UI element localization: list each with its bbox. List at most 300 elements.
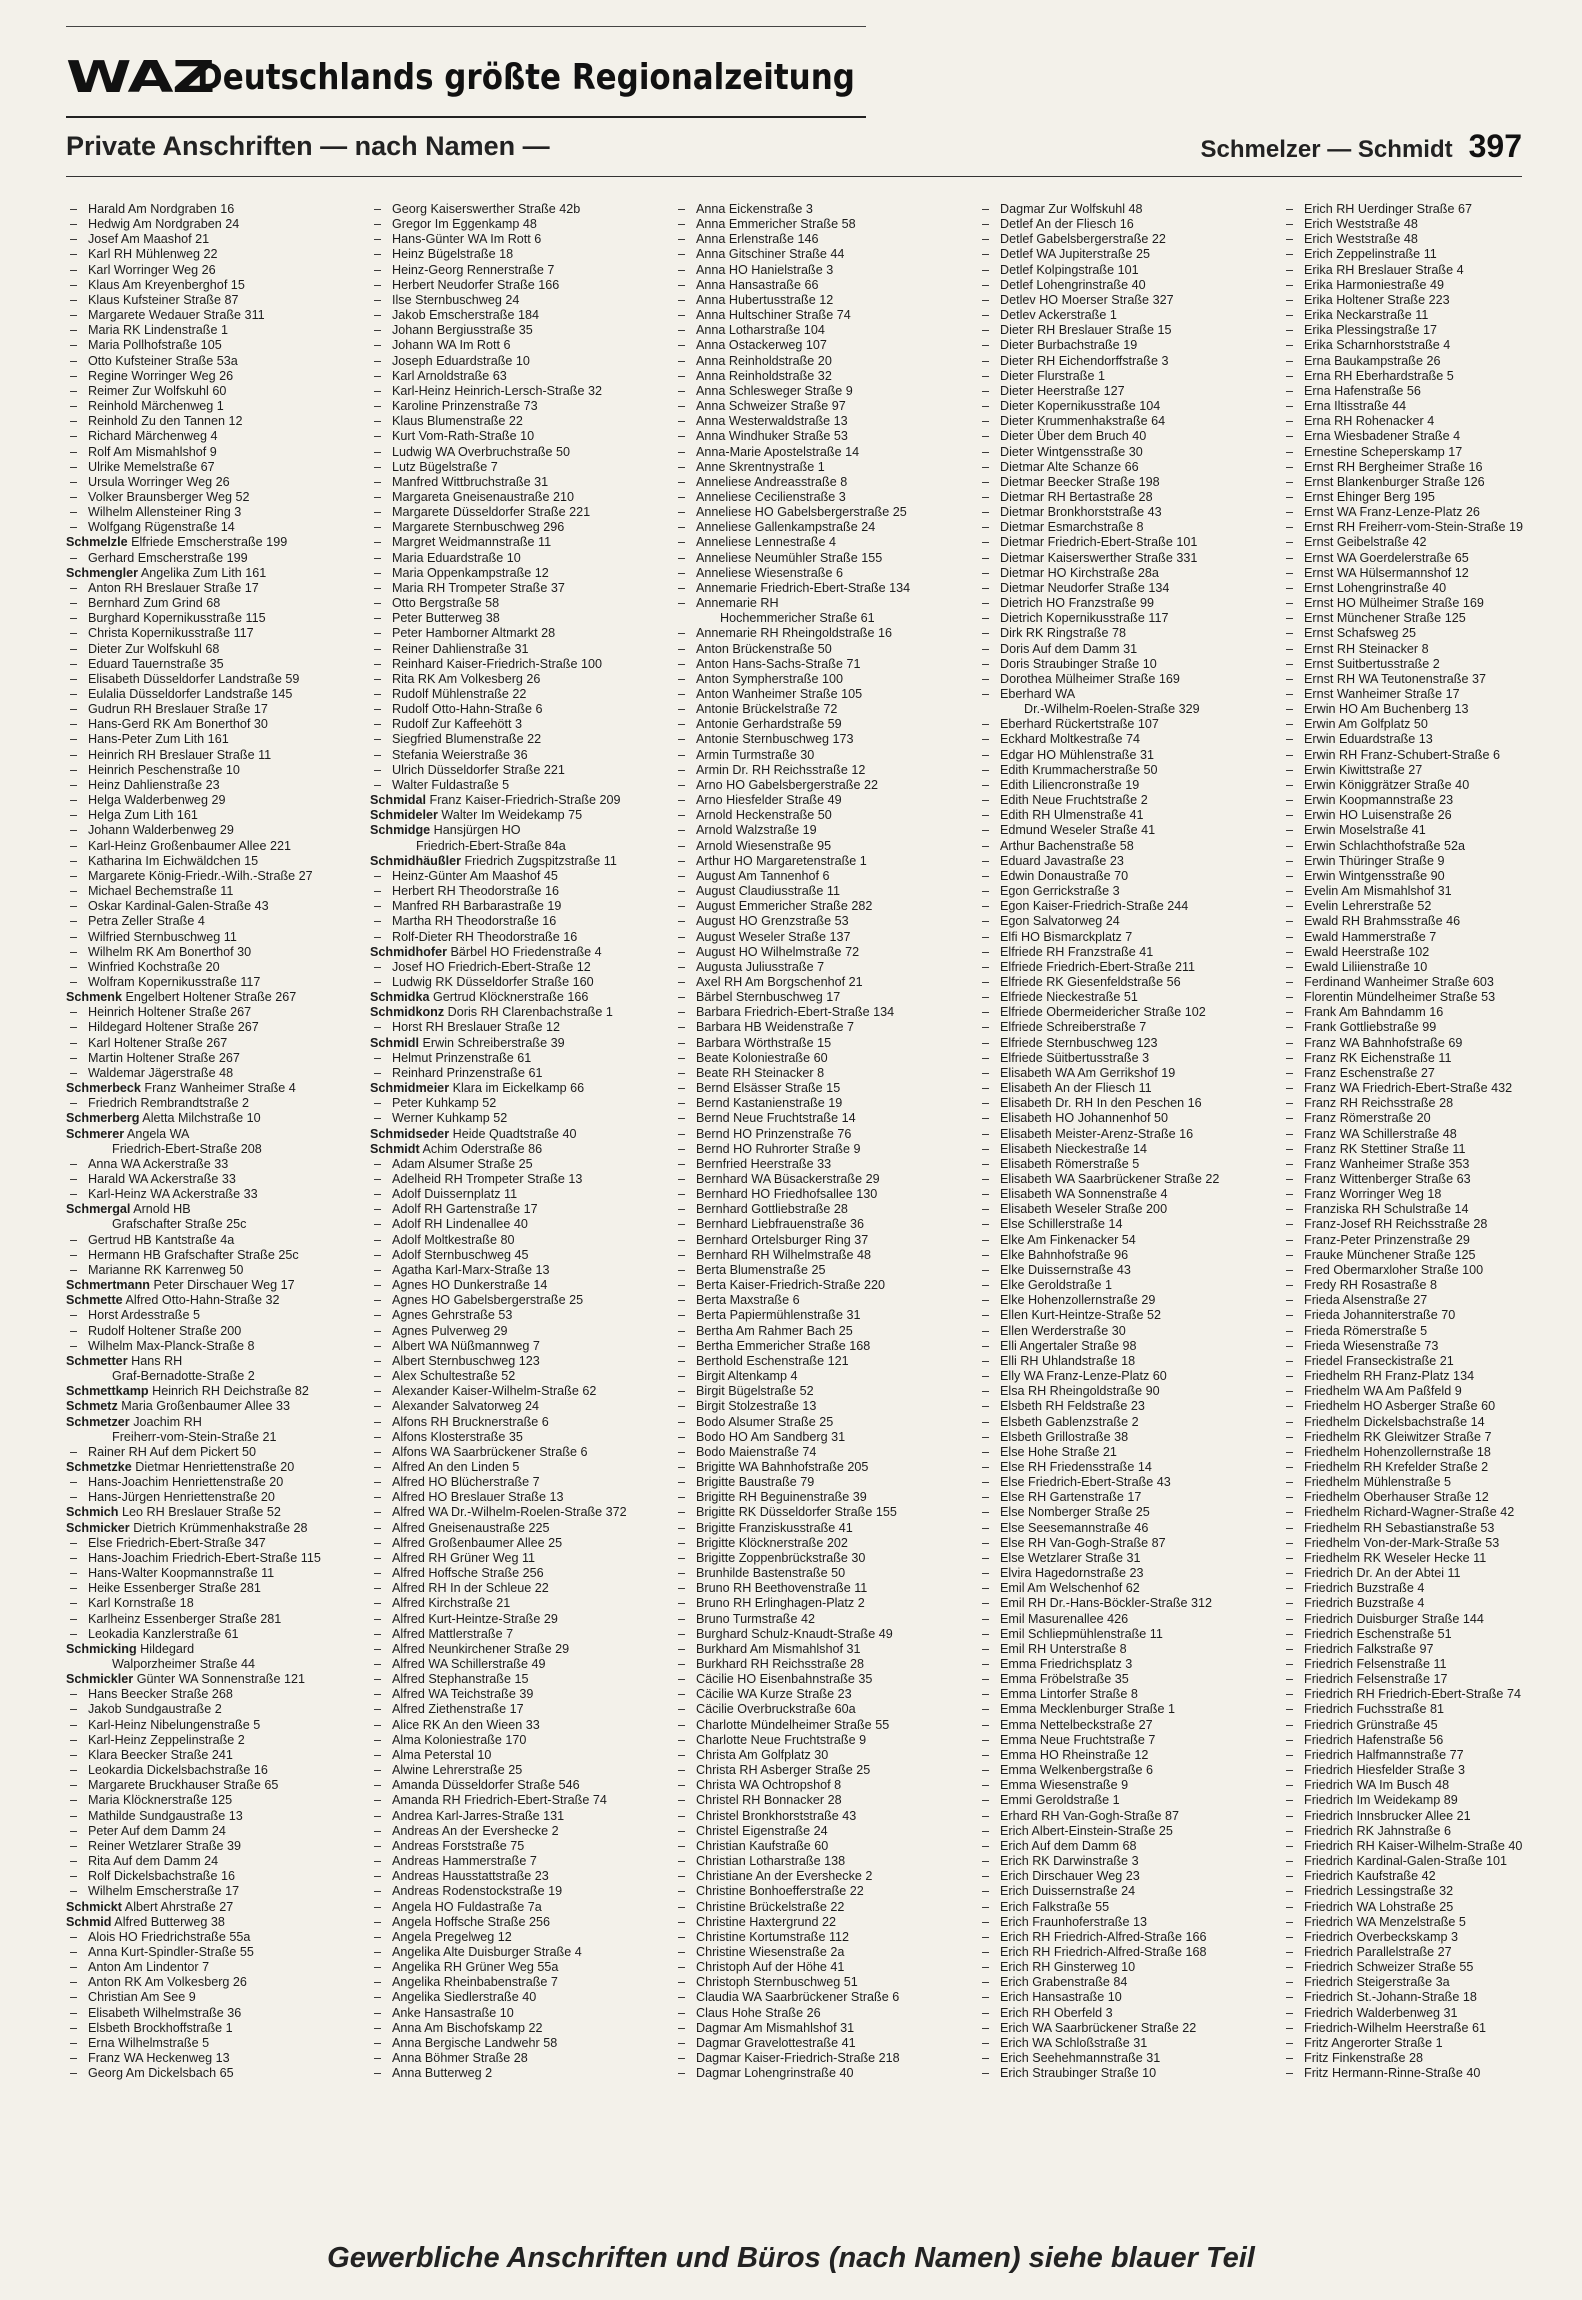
directory-entry: – Marianne RK Karrenweg 50 bbox=[66, 1263, 370, 1278]
directory-entry: – Ernst RH Bergheimer Straße 16 bbox=[1282, 460, 1582, 475]
page-info bbox=[1201, 128, 1522, 165]
directory-entry: – Reinhard Kaiser-Friedrich-Straße 100 bbox=[370, 657, 674, 672]
directory-entry: – Alois HO Friedrichstraße 55a bbox=[66, 1930, 370, 1945]
directory-entry: – Anna WA Ackerstraße 33 bbox=[66, 1157, 370, 1172]
directory-entry: – Erich Auf dem Damm 68 bbox=[978, 1839, 1282, 1854]
directory-entry: – Ernst Ehinger Berg 195 bbox=[1282, 490, 1582, 505]
directory-entry: – Joseph Eduardstraße 10 bbox=[370, 354, 674, 369]
directory-entry: – Egon Salvatorweg 24 bbox=[978, 914, 1282, 929]
directory-entry: – Margarete Düsseldorfer Straße 221 bbox=[370, 505, 674, 520]
directory-entry: – Maria RH Trompeter Straße 37 bbox=[370, 581, 674, 596]
section-header bbox=[66, 124, 1522, 168]
directory-entry: – Rita RK Am Volkesberg 26 bbox=[370, 672, 674, 687]
directory-entry: – Friedrich Parallelstraße 27 bbox=[1282, 1945, 1582, 1960]
directory-entry: Schmerbeck Franz Wanheimer Straße 4 bbox=[66, 1081, 296, 1096]
directory-entry: – Gertrud HB Kantstraße 4a bbox=[66, 1233, 370, 1248]
directory-entry: – Friedrich Felsenstraße 11 bbox=[1282, 1657, 1582, 1672]
surname: Schmergal bbox=[66, 1202, 131, 1217]
directory-entry: – Erna RH Rohenacker 4 bbox=[1282, 414, 1582, 429]
directory-entry: – Alfons WA Saarbrückener Straße 6 bbox=[370, 1445, 674, 1460]
directory-entry: – Arnold Heckenstraße 50 bbox=[674, 808, 978, 823]
directory-entry: – Emil Schliepmühlenstraße 11 bbox=[978, 1627, 1282, 1642]
directory-entry: – Bernhard Liebfrauenstraße 36 bbox=[674, 1217, 978, 1232]
directory-entry: – Alice RK An den Wieen 33 bbox=[370, 1718, 674, 1733]
directory-entry: – Edith Liliencronstraße 19 bbox=[978, 778, 1282, 793]
directory-columns bbox=[66, 202, 1522, 2081]
directory-entry: – Hedwig Am Nordgraben 24 bbox=[66, 217, 370, 232]
directory-entry: – Bodo Alsumer Straße 25 bbox=[674, 1415, 978, 1430]
directory-entry: – Erhard RH Van-Gogh-Straße 87 bbox=[978, 1809, 1282, 1824]
directory-entry: Schmidmeier Klara im Eickelkamp 66 bbox=[370, 1081, 585, 1096]
directory-entry: – Friedrich Hafenstraße 56 bbox=[1282, 1733, 1582, 1748]
directory-entry: – Eduard Javastraße 23 bbox=[978, 854, 1282, 869]
directory-entry: – Elfriede Friedrich-Ebert-Straße 211 bbox=[978, 960, 1282, 975]
directory-entry: – Rolf Am Mismahlshof 9 bbox=[66, 445, 370, 460]
directory-entry: – Friedhelm Von-der-Mark-Straße 53 bbox=[1282, 1536, 1582, 1551]
directory-entry: – Christian Kaufstraße 60 bbox=[674, 1839, 978, 1854]
directory-entry: – Eulalia Düsseldorfer Landstraße 145 bbox=[66, 687, 370, 702]
surname: Schmicking bbox=[66, 1641, 137, 1656]
directory-entry: – Peter Auf dem Damm 24 bbox=[66, 1824, 370, 1839]
directory-entry: – Ewald Liliienstraße 10 bbox=[1282, 960, 1582, 975]
directory-entry: – Wilhelm RK Am Bonerthof 30 bbox=[66, 945, 370, 960]
surname: Schmetzer bbox=[66, 1414, 130, 1429]
directory-entry: Schmidl Erwin Schreiberstraße 39 bbox=[370, 1035, 565, 1050]
directory-entry: – Anneliese Andreasstraße 8 bbox=[674, 475, 978, 490]
directory-entry: – Bodo HO Am Sandberg 31 bbox=[674, 1430, 978, 1445]
surname: Schmerberg bbox=[66, 1111, 140, 1126]
directory-entry: – Anton Hans-Sachs-Straße 71 bbox=[674, 657, 978, 672]
directory-entry: – Hans-Walter Koopmannstraße 11 bbox=[66, 1566, 370, 1581]
surname: Schmidseder bbox=[370, 1126, 450, 1141]
directory-entry: – Barbara HB Weidenstraße 7 bbox=[674, 1020, 978, 1035]
directory-entry: Freiherr-vom-Stein-Straße 21 bbox=[112, 1429, 277, 1444]
directory-entry: – Herbert RH Theodorstraße 16 bbox=[370, 884, 674, 899]
directory-entry: – Elisabeth WA Am Gerrikshof 19 bbox=[978, 1066, 1282, 1081]
directory-entry: – Elisabeth Nieckestraße 14 bbox=[978, 1142, 1282, 1157]
directory-entry: – Hans-Gerd RK Am Bonerthof 30 bbox=[66, 717, 370, 732]
directory-entry: – Friedhelm RK Weseler Hecke 11 bbox=[1282, 1551, 1582, 1566]
directory-entry: – Alfred Kirchstraße 21 bbox=[370, 1596, 674, 1611]
directory-entry: – Erich WA Saarbrückener Straße 22 bbox=[978, 2021, 1282, 2036]
directory-entry: – Erna RH Eberhardstraße 5 bbox=[1282, 369, 1582, 384]
directory-entry: – Friedhelm Richard-Wagner-Straße 42 bbox=[1282, 1505, 1582, 1520]
directory-entry: – Johann Bergiusstraße 35 bbox=[370, 323, 674, 338]
directory-entry: – Barbara Wörthstraße 15 bbox=[674, 1036, 978, 1051]
directory-entry: – Edith Neue Fruchtstraße 2 bbox=[978, 793, 1282, 808]
directory-entry: – Fredy RH Rosastraße 8 bbox=[1282, 1278, 1582, 1293]
directory-entry: – Agnes Gehrstraße 53 bbox=[370, 1308, 674, 1323]
directory-entry: – Reiner Wetzlarer Straße 39 bbox=[66, 1839, 370, 1854]
directory-entry: – Erich Seehehmannstraße 31 bbox=[978, 2051, 1282, 2066]
directory-entry: – Berta Blumenstraße 25 bbox=[674, 1263, 978, 1278]
directory-entry: – Christian Lotharstraße 138 bbox=[674, 1854, 978, 1869]
directory-entry: – Erika Holtener Straße 223 bbox=[1282, 293, 1582, 308]
directory-entry: – Dietmar Bronkhorststraße 43 bbox=[978, 505, 1282, 520]
directory-entry: – Alfred Stephanstraße 15 bbox=[370, 1672, 674, 1687]
directory-entry: – Emma Nettelbeckstraße 27 bbox=[978, 1718, 1282, 1733]
directory-entry: – Wilhelm Allensteiner Ring 3 bbox=[66, 505, 370, 520]
directory-entry: – Richard Märchenweg 4 bbox=[66, 429, 370, 444]
directory-entry: – Gudrun RH Breslauer Straße 17 bbox=[66, 702, 370, 717]
directory-entry: – Detlev Ackerstraße 1 bbox=[978, 308, 1282, 323]
directory-entry: – Helga Walderbenweg 29 bbox=[66, 793, 370, 808]
directory-entry: – Anneliese Cecilienstraße 3 bbox=[674, 490, 978, 505]
directory-entry: – Franz WA Schillerstraße 48 bbox=[1282, 1127, 1582, 1142]
directory-entry: – Alfons RH Brucknerstraße 6 bbox=[370, 1415, 674, 1430]
directory-entry: – Friedrich Steigerstraße 3a bbox=[1282, 1975, 1582, 1990]
directory-entry: – Adelheid RH Trompeter Straße 13 bbox=[370, 1172, 674, 1187]
directory-entry: – Christa WA Ochtropshof 8 bbox=[674, 1778, 978, 1793]
directory-entry: – Christine Haxtergrund 22 bbox=[674, 1915, 978, 1930]
directory-entry: – Bernd Neue Fruchtstraße 14 bbox=[674, 1111, 978, 1126]
directory-entry: – Elfriede Schreiberstraße 7 bbox=[978, 1020, 1282, 1035]
directory-entry: – Dietrich HO Franzstraße 99 bbox=[978, 596, 1282, 611]
directory-entry: – Emil Masurenallee 426 bbox=[978, 1612, 1282, 1627]
surname: Schmerer bbox=[66, 1126, 125, 1141]
directory-entry: – Claudia WA Saarbrückener Straße 6 bbox=[674, 1990, 978, 2005]
directory-entry: – Emma Wiesenstraße 9 bbox=[978, 1778, 1282, 1793]
directory-entry: – Hildegard Holtener Straße 267 bbox=[66, 1020, 370, 1035]
directory-entry: – Helmut Prinzenstraße 61 bbox=[370, 1051, 674, 1066]
directory-entry: – Wolfgang Rügenstraße 14 bbox=[66, 520, 370, 535]
directory-entry: – Heinz Dahlienstraße 23 bbox=[66, 778, 370, 793]
directory-entry: – Else Wetzlarer Straße 31 bbox=[978, 1551, 1282, 1566]
directory-entry: – Fritz Hermann-Rinne-Straße 40 bbox=[1282, 2066, 1582, 2081]
directory-entry: – Ernst RH Freiherr-vom-Stein-Straße 19 bbox=[1282, 520, 1582, 535]
directory-entry: – Erwin Eduardstraße 13 bbox=[1282, 732, 1582, 747]
directory-entry: – Agatha Karl-Marx-Straße 13 bbox=[370, 1263, 674, 1278]
directory-entry: – Dietmar Beecker Straße 198 bbox=[978, 475, 1282, 490]
directory-entry: – August Claudiusstraße 11 bbox=[674, 884, 978, 899]
directory-entry: – Friedhelm RH Franz-Platz 134 bbox=[1282, 1369, 1582, 1384]
directory-entry: – Friedrich WA Lohstraße 25 bbox=[1282, 1900, 1582, 1915]
surname: Schmidhäußler bbox=[370, 853, 461, 868]
directory-entry: – Franz RK Stettiner Straße 11 bbox=[1282, 1142, 1582, 1157]
directory-entry: – Martha RH Theodorstraße 16 bbox=[370, 914, 674, 929]
directory-entry: Schmenk Engelbert Holtener Straße 267 bbox=[66, 990, 297, 1005]
directory-entry: – Wilhelm Emscherstraße 17 bbox=[66, 1884, 370, 1899]
directory-entry: – Hermann HB Grafschafter Straße 25c bbox=[66, 1248, 370, 1263]
directory-entry: – Anna Reinholdstraße 20 bbox=[674, 354, 978, 369]
directory-entry: – Agnes HO Gabelsbergerstraße 25 bbox=[370, 1293, 674, 1308]
directory-entry: – Elfriede Obermeidericher Straße 102 bbox=[978, 1005, 1282, 1020]
directory-entry: – Anton RH Breslauer Straße 17 bbox=[66, 581, 370, 596]
directory-entry: – Anna Bergische Landwehr 58 bbox=[370, 2036, 674, 2051]
directory-entry: Schmergal Arnold HB bbox=[66, 1202, 191, 1217]
directory-entry: – Katharina Im Eichwäldchen 15 bbox=[66, 854, 370, 869]
directory-entry: – Angela Pregelweg 12 bbox=[370, 1930, 674, 1945]
directory-entry: – Edmund Weseler Straße 41 bbox=[978, 823, 1282, 838]
directory-entry: – Frieda Wiesenstraße 73 bbox=[1282, 1339, 1582, 1354]
directory-entry: – Andreas An der Evershecke 2 bbox=[370, 1824, 674, 1839]
directory-entry: – Erna Wiesbadener Straße 4 bbox=[1282, 429, 1582, 444]
directory-entry: – Erwin Wintgensstraße 90 bbox=[1282, 869, 1582, 884]
directory-entry: – Dieter Über dem Bruch 40 bbox=[978, 429, 1282, 444]
directory-entry: – Erwin RH Franz-Schubert-Straße 6 bbox=[1282, 748, 1582, 763]
directory-entry: – Elisabeth WA Sonnenstraße 4 bbox=[978, 1187, 1282, 1202]
directory-entry: – Arno HO Gabelsbergerstraße 22 bbox=[674, 778, 978, 793]
directory-entry: – Maria Klöcknerstraße 125 bbox=[66, 1793, 370, 1808]
directory-entry: – Berta Kaiser-Friedrich-Straße 220 bbox=[674, 1278, 978, 1293]
directory-entry: – Anton Wanheimer Straße 105 bbox=[674, 687, 978, 702]
directory-entry: – Walter Fuldastraße 5 bbox=[370, 778, 674, 793]
directory-entry: Schmetzer Joachim RH bbox=[66, 1414, 202, 1429]
surname: Schmid bbox=[66, 1914, 112, 1929]
directory-entry: – Bertha Am Rahmer Bach 25 bbox=[674, 1324, 978, 1339]
directory-entry: – Agnes HO Dunkerstraße 14 bbox=[370, 1278, 674, 1293]
directory-entry: – Erika Plessingstraße 17 bbox=[1282, 323, 1582, 338]
directory-entry: – Emma Fröbelstraße 35 bbox=[978, 1672, 1282, 1687]
directory-entry: – Rudolf Otto-Hahn-Straße 6 bbox=[370, 702, 674, 717]
directory-entry: – Petra Zeller Straße 4 bbox=[66, 914, 370, 929]
directory-entry: Schmickler Günter WA Sonnenstraße 121 bbox=[66, 1672, 305, 1687]
directory-entry: – Peter Kuhkamp 52 bbox=[370, 1096, 674, 1111]
directory-entry: – Eckhard Moltkestraße 74 bbox=[978, 732, 1282, 747]
directory-entry: – Elli Angertaler Straße 98 bbox=[978, 1339, 1282, 1354]
directory-entry: – Margarete Bruckhauser Straße 65 bbox=[66, 1778, 370, 1793]
directory-entry: – Heinrich Holtener Straße 267 bbox=[66, 1005, 370, 1020]
directory-entry: – Harald WA Ackerstraße 33 bbox=[66, 1172, 370, 1187]
directory-entry: – Angela HO Fuldastraße 7a bbox=[370, 1900, 674, 1915]
directory-entry: – Bernd HO Ruhrorter Straße 9 bbox=[674, 1142, 978, 1157]
directory-entry: – Berta Papiermühlenstraße 31 bbox=[674, 1308, 978, 1323]
directory-entry: – Elke Duissernstraße 43 bbox=[978, 1263, 1282, 1278]
directory-entry: – Ernst Blankenburger Straße 126 bbox=[1282, 475, 1582, 490]
directory-entry: – Angelika Alte Duisburger Straße 4 bbox=[370, 1945, 674, 1960]
directory-entry: – Birgit Bügelstraße 52 bbox=[674, 1384, 978, 1399]
surname: Schmettkamp bbox=[66, 1384, 149, 1399]
directory-entry: Schmerer Angela WA bbox=[66, 1126, 190, 1141]
directory-entry: – Berta Maxstraße 6 bbox=[674, 1293, 978, 1308]
directory-entry: – Gregor Im Eggenkamp 48 bbox=[370, 217, 674, 232]
directory-entry: – Erna Iltisstraße 44 bbox=[1282, 399, 1582, 414]
directory-entry: – Erich Hansastraße 10 bbox=[978, 1990, 1282, 2005]
directory-entry: – Margret Weidmannstraße 11 bbox=[370, 535, 674, 550]
directory-entry: Friedrich-Ebert-Straße 208 bbox=[112, 1141, 262, 1156]
directory-entry: – Alfred Großenbaumer Allee 25 bbox=[370, 1536, 674, 1551]
directory-entry: – Erwin HO Luisenstraße 26 bbox=[1282, 808, 1582, 823]
directory-entry: – Arthur HO Margaretenstraße 1 bbox=[674, 854, 978, 869]
directory-entry: – Edith Krummacherstraße 50 bbox=[978, 763, 1282, 778]
directory-entry: – Friedrich Innsbrucker Allee 21 bbox=[1282, 1809, 1582, 1824]
directory-entry: – Else Schillerstraße 14 bbox=[978, 1217, 1282, 1232]
directory-entry: – Alma Koloniestraße 170 bbox=[370, 1733, 674, 1748]
directory-entry: – Anton Brückenstraße 50 bbox=[674, 642, 978, 657]
directory-entry: – Frauke Münchener Straße 125 bbox=[1282, 1248, 1582, 1263]
directory-entry: Schmidseder Heide Quadtstraße 40 bbox=[370, 1126, 577, 1141]
directory-entry: – Josef HO Friedrich-Ebert-Straße 12 bbox=[370, 960, 674, 975]
directory-entry: – Elfi HO Bismarckplatz 7 bbox=[978, 930, 1282, 945]
directory-entry: – Harald Am Nordgraben 16 bbox=[66, 202, 370, 217]
directory-entry: – Johann Walderbenweg 29 bbox=[66, 823, 370, 838]
directory-entry: – Evelin Lehrerstraße 52 bbox=[1282, 899, 1582, 914]
directory-entry: – Elisabeth Weseler Straße 200 bbox=[978, 1202, 1282, 1217]
directory-entry: – Maria RK Lindenstraße 1 bbox=[66, 323, 370, 338]
directory-entry: – Erwin Kiwittstraße 27 bbox=[1282, 763, 1582, 778]
directory-entry: – Friedrich RK Jahnstraße 6 bbox=[1282, 1824, 1582, 1839]
directory-entry: – Emma Lintorfer Straße 8 bbox=[978, 1687, 1282, 1702]
directory-entry: – Rudolf Mühlenstraße 22 bbox=[370, 687, 674, 702]
directory-entry: – Christel Eigenstraße 24 bbox=[674, 1824, 978, 1839]
directory-entry: – Ernst WA Franz-Lenze-Platz 26 bbox=[1282, 505, 1582, 520]
directory-entry: – Alwine Lehrerstraße 25 bbox=[370, 1763, 674, 1778]
directory-entry: – Peter Butterweg 38 bbox=[370, 611, 674, 626]
directory-entry: – Christine Wiesenstraße 2a bbox=[674, 1945, 978, 1960]
directory-entry: – Angelika Siedlerstraße 40 bbox=[370, 1990, 674, 2005]
directory-entry: – Elsbeth Brockhoffstraße 1 bbox=[66, 2021, 370, 2036]
masthead-rule bbox=[66, 116, 866, 118]
top-rule bbox=[66, 26, 866, 27]
directory-entry: – Ellen Werderstraße 30 bbox=[978, 1324, 1282, 1339]
directory-entry: – Kurt Vom-Rath-Straße 10 bbox=[370, 429, 674, 444]
directory-entry: – Bodo Maienstraße 74 bbox=[674, 1445, 978, 1460]
directory-entry: – Anna-Marie Apostelstraße 14 bbox=[674, 445, 978, 460]
directory-entry: – Erich Duissernstraße 24 bbox=[978, 1884, 1282, 1899]
directory-entry: – Dorothea Mülheimer Straße 169 bbox=[978, 672, 1282, 687]
directory-entry: – Anna Am Bischofskamp 22 bbox=[370, 2021, 674, 2036]
directory-entry: – Emma Friedrichsplatz 3 bbox=[978, 1657, 1282, 1672]
directory-entry: – Werner Kuhkamp 52 bbox=[370, 1111, 674, 1126]
directory-entry: – Hans-Joachim Henriettenstraße 20 bbox=[66, 1475, 370, 1490]
directory-entry: – Bernhard HO Friedhofsallee 130 bbox=[674, 1187, 978, 1202]
directory-entry: – Friedhelm Mühlenstraße 5 bbox=[1282, 1475, 1582, 1490]
directory-entry: – Karl Arnoldstraße 63 bbox=[370, 369, 674, 384]
masthead-tagline: Deutschlands größte Regionalzeitung bbox=[197, 56, 855, 98]
directory-entry: – Klara Beecker Straße 241 bbox=[66, 1748, 370, 1763]
directory-entry: – Antonie Sternbuschweg 173 bbox=[674, 732, 978, 747]
directory-entry: – Heinz-Günter Am Maashof 45 bbox=[370, 869, 674, 884]
directory-entry: – Anna Emmericher Straße 58 bbox=[674, 217, 978, 232]
directory-entry: – Dagmar Lohengrinstraße 40 bbox=[674, 2066, 978, 2081]
surname: Schmetter bbox=[66, 1353, 128, 1368]
directory-entry: – Fred Obermarxloher Straße 100 bbox=[1282, 1263, 1582, 1278]
directory-entry: – Friedrich Schweizer Straße 55 bbox=[1282, 1960, 1582, 1975]
directory-entry: – Erich Weststraße 48 bbox=[1282, 232, 1582, 247]
directory-entry: – Friedhelm Oberhauser Straße 12 bbox=[1282, 1490, 1582, 1505]
directory-entry: – Antonie Brückelstraße 72 bbox=[674, 702, 978, 717]
directory-entry: – Margarete Sternbuschweg 296 bbox=[370, 520, 674, 535]
directory-entry: – Anneliese Gallenkampstraße 24 bbox=[674, 520, 978, 535]
directory-entry: – Alexander Salvatorweg 24 bbox=[370, 1399, 674, 1414]
directory-entry: – Johann WA Im Rott 6 bbox=[370, 338, 674, 353]
directory-entry: – August Emmericher Straße 282 bbox=[674, 899, 978, 914]
directory-column-5 bbox=[1282, 202, 1582, 2081]
directory-entry: – Klaus Am Kreyenberghof 15 bbox=[66, 278, 370, 293]
directory-entry: – Dietmar HO Kirchstraße 28a bbox=[978, 566, 1282, 581]
directory-entry: – Axel RH Am Borgschenhof 21 bbox=[674, 975, 978, 990]
directory-entry: – Eberhard Rückertstraße 107 bbox=[978, 717, 1282, 732]
directory-entry: – Anna Hansastraße 66 bbox=[674, 278, 978, 293]
directory-entry: – Burkhard Am Mismahlshof 31 bbox=[674, 1642, 978, 1657]
directory-entry: – Adolf Duissernplatz 11 bbox=[370, 1187, 674, 1202]
directory-entry: – Dieter Flurstraße 1 bbox=[978, 369, 1282, 384]
directory-entry: – Oskar Kardinal-Galen-Straße 43 bbox=[66, 899, 370, 914]
directory-entry: – Birgit Altenkamp 4 bbox=[674, 1369, 978, 1384]
directory-entry: – Erwin Königgrätzer Straße 40 bbox=[1282, 778, 1582, 793]
directory-entry: – Friedhelm Dickelsbachstraße 14 bbox=[1282, 1415, 1582, 1430]
directory-entry: – Anneliese Wiesenstraße 6 bbox=[674, 566, 978, 581]
directory-entry: – Christoph Sternbuschweg 51 bbox=[674, 1975, 978, 1990]
directory-entry: – Detlev HO Moerser Straße 327 bbox=[978, 293, 1282, 308]
directory-entry: – Dietmar Friedrich-Ebert-Straße 101 bbox=[978, 535, 1282, 550]
directory-entry: – Reinhard Prinzenstraße 61 bbox=[370, 1066, 674, 1081]
directory-entry: – Elke Am Finkenacker 54 bbox=[978, 1233, 1282, 1248]
directory-entry: – Dietmar Alte Schanze 66 bbox=[978, 460, 1282, 475]
directory-entry: – Franz WA Heckenweg 13 bbox=[66, 2051, 370, 2066]
directory-entry: – Friedrich Duisburger Straße 144 bbox=[1282, 1612, 1582, 1627]
directory-entry: – Karl-Heinz Nibelungenstraße 5 bbox=[66, 1718, 370, 1733]
directory-entry: – Frank Am Bahndamm 16 bbox=[1282, 1005, 1582, 1020]
directory-entry: – Alexander Kaiser-Wilhelm-Straße 62 bbox=[370, 1384, 674, 1399]
directory-entry: – Annemarie Friedrich-Ebert-Straße 134 bbox=[674, 581, 978, 596]
surname: Schmidge bbox=[370, 823, 431, 838]
directory-entry: – Dagmar Zur Wolfskuhl 48 bbox=[978, 202, 1282, 217]
directory-entry: – Elly WA Franz-Lenze-Platz 60 bbox=[978, 1369, 1282, 1384]
directory-entry: – Friedrich WA Im Busch 48 bbox=[1282, 1778, 1582, 1793]
directory-entry: – Friedrich Rembrandtstraße 2 bbox=[66, 1096, 370, 1111]
directory-entry: – Bruno RH Beethovenstraße 11 bbox=[674, 1581, 978, 1596]
surname: Schmidkonz bbox=[370, 1005, 445, 1020]
directory-entry: – Elli RH Uhlandstraße 18 bbox=[978, 1354, 1282, 1369]
page-number: 397 bbox=[1468, 127, 1522, 164]
directory-entry: – Dagmar Am Mismahlshof 31 bbox=[674, 2021, 978, 2036]
directory-entry: – Andreas Hammerstraße 7 bbox=[370, 1854, 674, 1869]
directory-entry: – Elke Hohenzollernstraße 29 bbox=[978, 1293, 1282, 1308]
directory-entry: – Franz WA Bahnhofstraße 69 bbox=[1282, 1036, 1582, 1051]
directory-entry: – Anke Hansastraße 10 bbox=[370, 2006, 674, 2021]
directory-entry: – Friedhelm RH Krefelder Straße 2 bbox=[1282, 1460, 1582, 1475]
directory-entry: – Hans-Jürgen Henriettenstraße 20 bbox=[66, 1490, 370, 1505]
directory-entry: – Erwin Moselstraße 41 bbox=[1282, 823, 1582, 838]
directory-entry: – Karl-Heinz WA Ackerstraße 33 bbox=[66, 1187, 370, 1202]
directory-entry: – Rolf-Dieter RH Theodorstraße 16 bbox=[370, 930, 674, 945]
directory-entry: – Georg Kaiserswerther Straße 42b bbox=[370, 202, 674, 217]
directory-entry: – Horst Ardesstraße 5 bbox=[66, 1308, 370, 1323]
section-title: Private Anschriften — nach Namen — bbox=[66, 130, 550, 161]
directory-entry: – Fritz Angerorter Straße 1 bbox=[1282, 2036, 1582, 2051]
directory-entry: – Anna Hultschiner Straße 74 bbox=[674, 308, 978, 323]
directory-entry: – Elfriede RH Franzstraße 41 bbox=[978, 945, 1282, 960]
directory-entry: – Waldemar Jägerstraße 48 bbox=[66, 1066, 370, 1081]
directory-entry: – Edgar HO Mühlenstraße 31 bbox=[978, 748, 1282, 763]
surname: Schmerbeck bbox=[66, 1081, 141, 1096]
directory-entry: – Anna Gitschiner Straße 44 bbox=[674, 247, 978, 262]
directory-entry: – Adolf Sternbuschweg 45 bbox=[370, 1248, 674, 1263]
directory-entry: – Josef Am Maashof 21 bbox=[66, 232, 370, 247]
directory-entry: – Ewald RH Brahmsstraße 46 bbox=[1282, 914, 1582, 929]
directory-entry: – Bruno Turmstraße 42 bbox=[674, 1612, 978, 1627]
directory-entry: – Cäcilie HO Eisenbahnstraße 35 bbox=[674, 1672, 978, 1687]
directory-entry: – Erich RH Friedrich-Alfred-Straße 168 bbox=[978, 1945, 1282, 1960]
directory-entry: – Elisabeth Römerstraße 5 bbox=[978, 1157, 1282, 1172]
directory-entry: – Leokadia Kanzlerstraße 61 bbox=[66, 1627, 370, 1642]
directory-entry: – Florentin Mündelheimer Straße 53 bbox=[1282, 990, 1582, 1005]
directory-column-4 bbox=[978, 202, 1282, 2081]
directory-entry: – Friedhelm HO Asberger Straße 60 bbox=[1282, 1399, 1582, 1414]
directory-entry: Schmidt Achim Oderstraße 86 bbox=[370, 1141, 543, 1156]
directory-entry: – Erna Baukampstraße 26 bbox=[1282, 354, 1582, 369]
directory-entry: – Margarete König-Friedr.-Wilh.-Straße 27 bbox=[66, 869, 370, 884]
directory-entry: – Dietmar Esmarchstraße 8 bbox=[978, 520, 1282, 535]
directory-entry: – Christiane An der Evershecke 2 bbox=[674, 1869, 978, 1884]
directory-entry: – Ferdinand Wanheimer Straße 603 bbox=[1282, 975, 1582, 990]
directory-entry: – Bernfried Heerstraße 33 bbox=[674, 1157, 978, 1172]
directory-entry: – Anna Butterweg 2 bbox=[370, 2066, 674, 2081]
directory-entry: – Dieter Kopernikusstraße 104 bbox=[978, 399, 1282, 414]
directory-entry: Friedrich-Ebert-Straße 84a bbox=[416, 838, 566, 853]
directory-entry: – Franziska RH Schulstraße 14 bbox=[1282, 1202, 1582, 1217]
